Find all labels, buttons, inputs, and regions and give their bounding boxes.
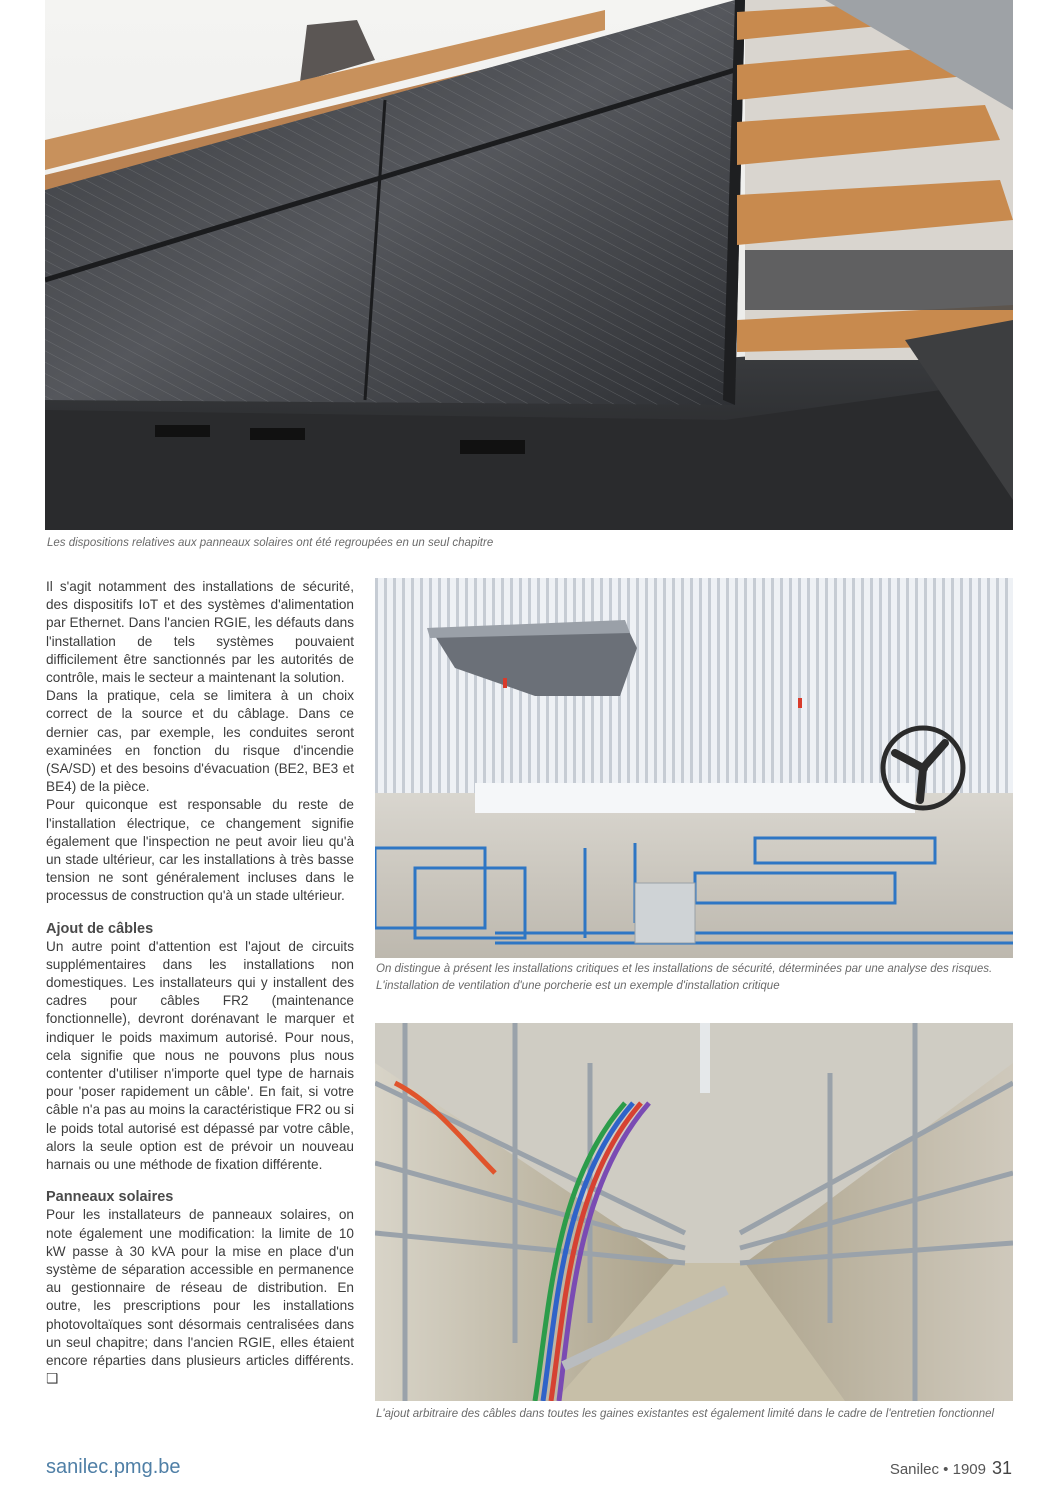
- article-paragraph: Pour quiconque est responsable du reste de l'installation électrique, ce changement signifie également que l'inspection ne peut avoir lieu qu'à un stade ultérieur, car les installations à très basse tension ne sont généralement incluses dans le processus de construction qu'à un stade ultérieur.: [46, 797, 354, 904]
- footer-website[interactable]: sanilec.pmg.be: [46, 1456, 181, 1478]
- pig-barn-photo: [375, 578, 1013, 958]
- section-heading-solar: Panneaux solaires: [46, 1189, 174, 1206]
- article-paragraph-last: [46, 1206, 354, 1388]
- article-paragraph-text: Pour les installateurs de panneaux solaires, on note également une modification: la limite de 10 kW passe à 30 kVA pour la mise en place d'un système de séparation accessible en permanence au gestionnaire de réseau de distribution. En outre, les prescriptions pour les installations photovoltaïques sont désormais centralisées dans un seul chapitre; dans l'ancien RGIE, elles étaient encore réparties dans plusieurs articles différents.: [46, 1207, 354, 1368]
- cable-tunnel-photo: [375, 1023, 1013, 1401]
- page-number: 31: [991, 1458, 1012, 1478]
- solar-roof-photo: [45, 0, 1013, 530]
- article-paragraph: Dans la pratique, cela se limitera à un choix correct de la source et du câblage. Dans ce dernier cas, par exemple, les conduites seront examinées en fonction du risque d'incendie (SA/SD) et des besoins d'évacuation (BE2, BE3 et BE4) de la pièce.: [46, 688, 354, 795]
- article-body: [46, 578, 354, 1388]
- section-heading-cables: Ajout de câbles: [46, 920, 154, 937]
- end-mark-icon: ❑: [46, 1371, 59, 1388]
- footer-magazine: Sanilec • 1909: [889, 1461, 986, 1478]
- article-paragraph: Un autre point d'attention est l'ajout de circuits supplémentaires dans les installations non domestiques. Les installateurs qui y installent des cadres pour câbles FR2 (maintenance fonctionnelle), devront dorénavant le marquer et indiquer le poids maximum autorisé. Pour nous, cela signifie que nous ne pouvons plus nous contenter d'utiliser n'importe quel type de harnais pour 'poser rapidement un câble'. En fait, si votre câble n'a pas au moins la caractéristique FR2 ou si le poids total autorisé est dépassé par votre câble, alors la seule option est de prévoir un nouveau harnais ou une méthode de fixation différente.: [46, 938, 354, 1173]
- solar-roof-caption: Les dispositions relatives aux panneaux solaires ont été regroupées en un seul chapitre: [47, 537, 494, 549]
- article-paragraph: Il s'agit notamment des installations de sécurité, des dispositifs IoT et des systèmes d'alimentation par Ethernet. Dans l'ancien RGIE, les défauts dans l'installation de tels systèmes pouvaient difficilement être sanctionnés par les autorités de contrôle, mais le secteur a maintenant la solution.: [46, 579, 354, 686]
- footer-publication: [890, 1458, 1012, 1479]
- pig-barn-caption: On distingue à présent les installations critiques et les installations de sécurité, déterminées par une analyse des risques. L'installation de ventilation d'une porcherie est un exemple d'installation critique: [376, 963, 993, 992]
- cable-tunnel-caption: L'ajout arbitraire des câbles dans toutes les gaines existantes est également limité dans le cadre de l'entretien fonctionnel: [376, 1408, 995, 1420]
